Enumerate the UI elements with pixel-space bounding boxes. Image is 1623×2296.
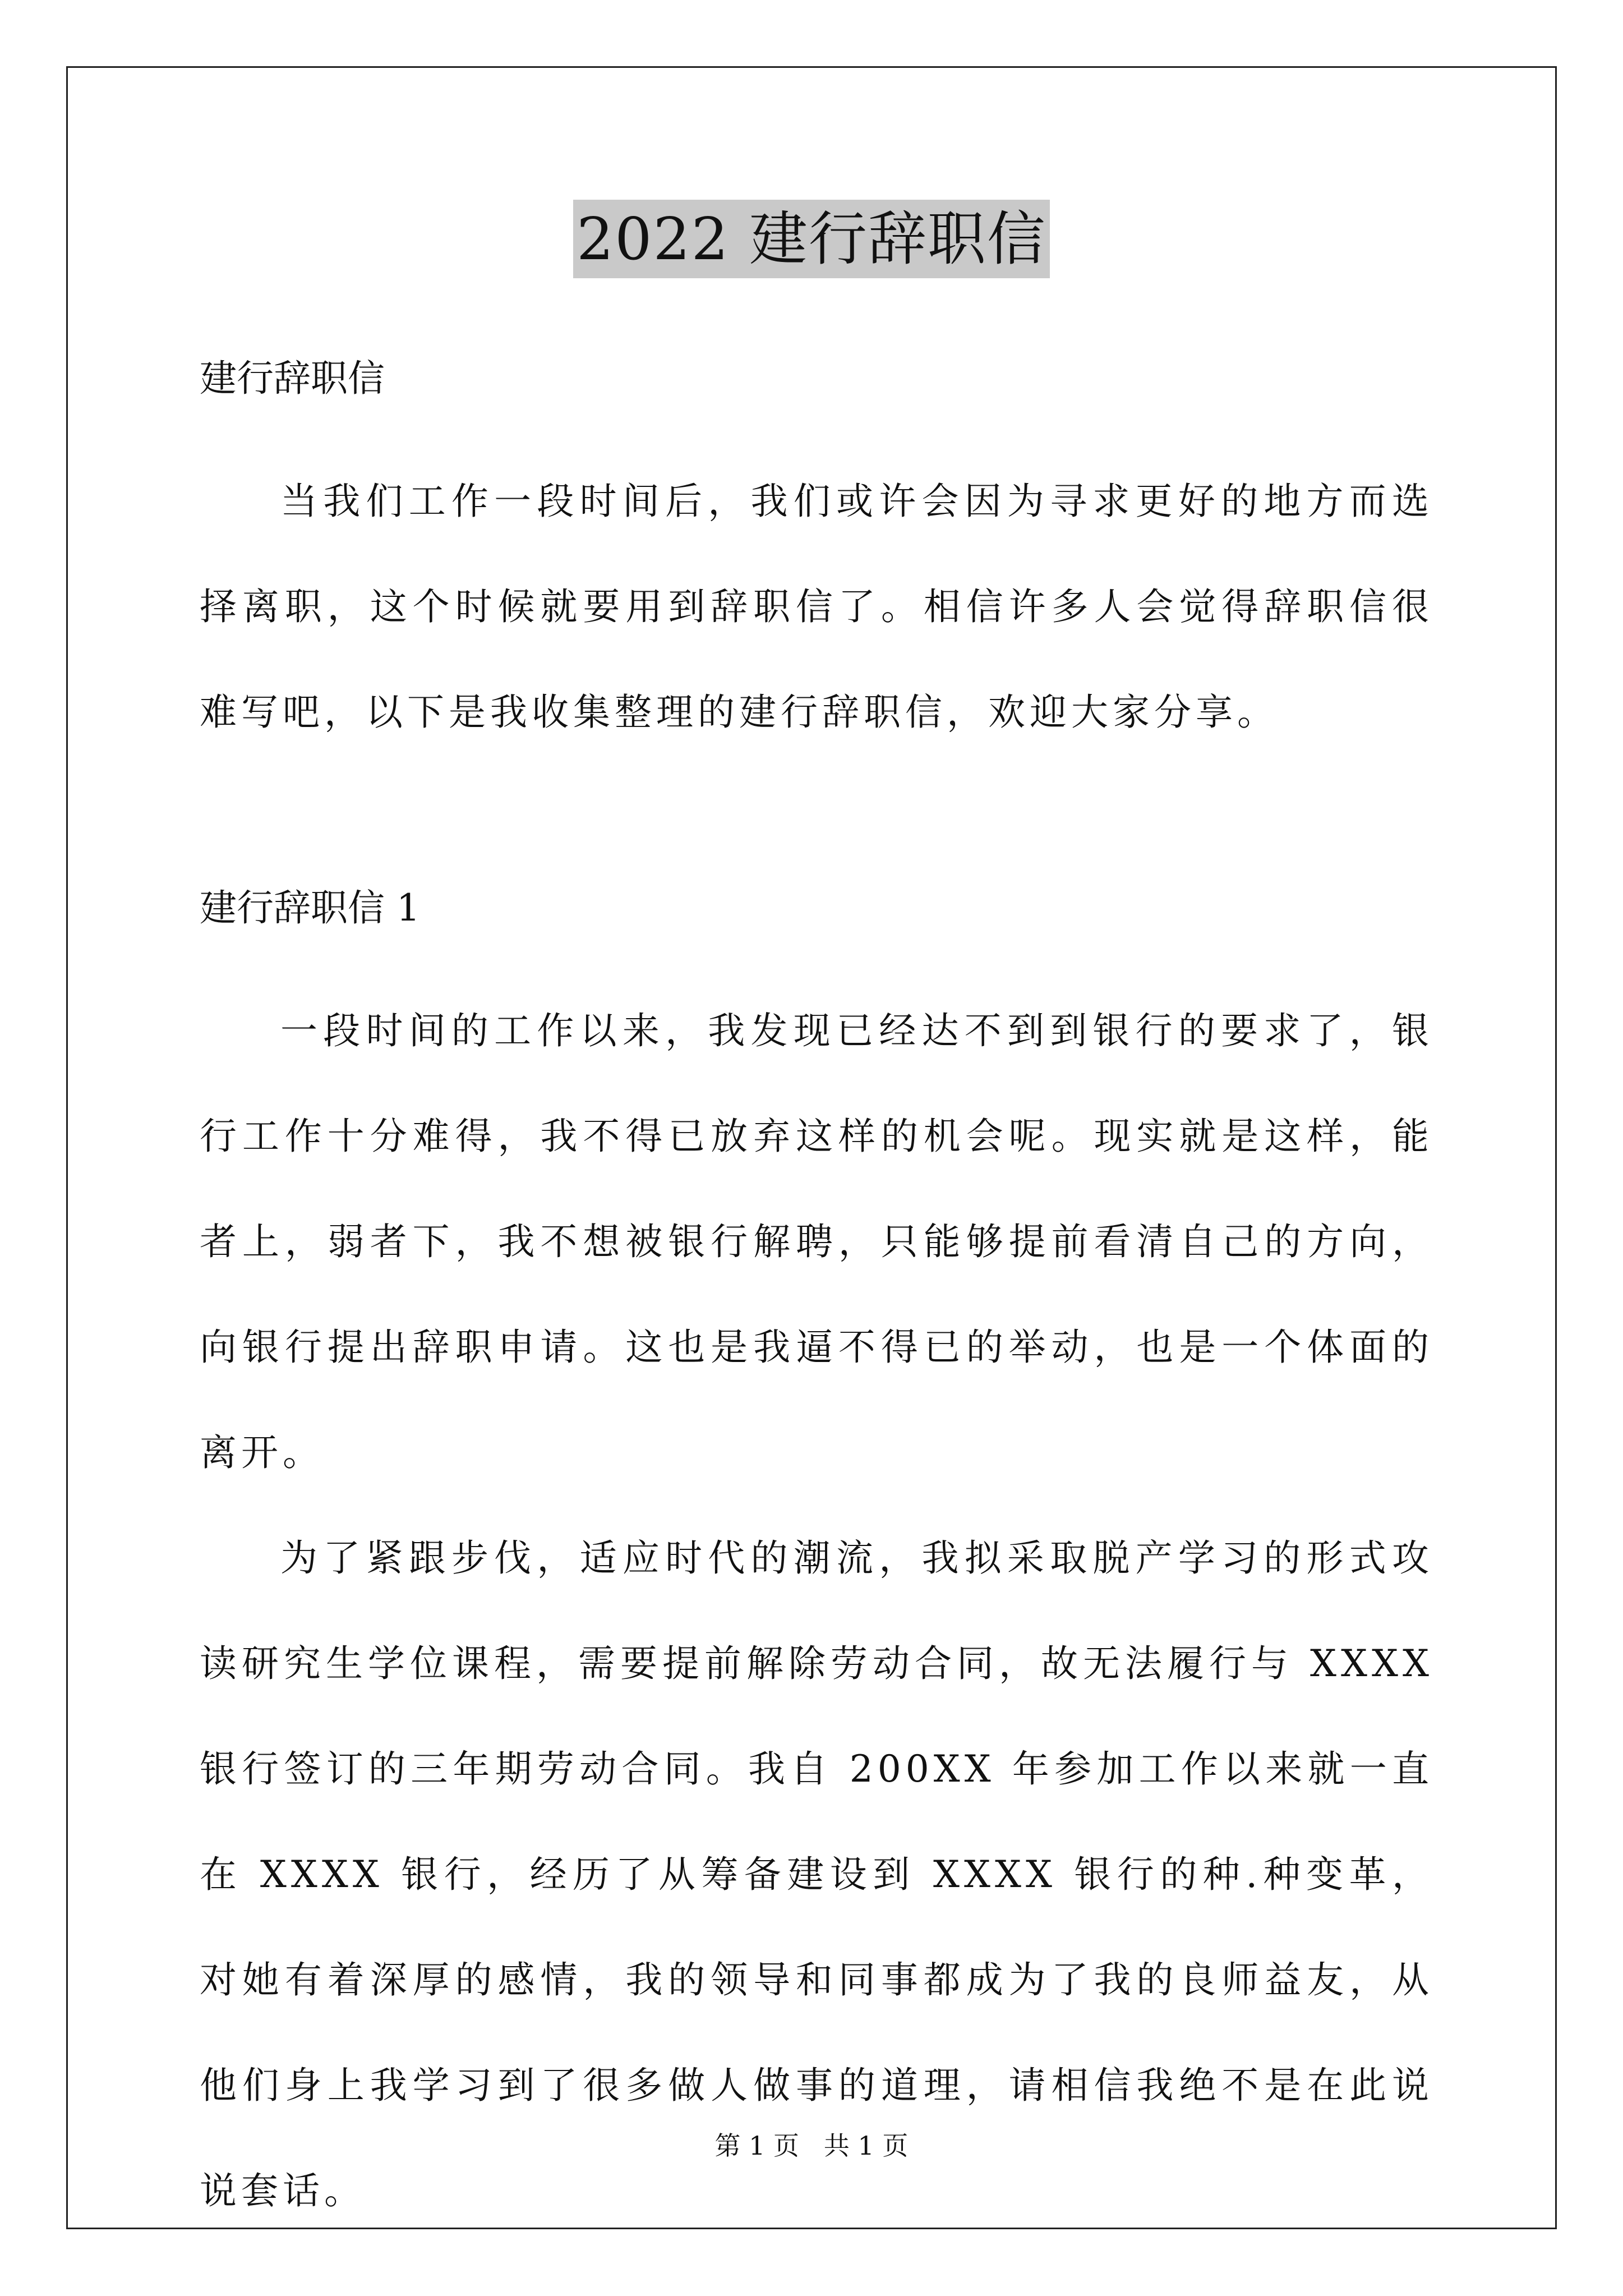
body-paragraph-1: 一段时间的工作以来，我发现已经达不到到银行的要求了，银行工作十分难得，我不得已放弃这样的机会呢。现实就是这样，能者上，弱者下，我不想被银行解聘，只能够提前看清自己的方向，向银行提出辞职申请。这也是我逼不得已的举动，也是一个体面的离开。 [200, 1009, 1433, 1474]
body-paragraph-2: 为了紧跟步伐，适应时代的潮流，我拟采取脱产学习的形式攻读研究生学位课程，需要提前解除劳动合同，故无法履行与 XXXX 银行签订的三年期劳动合同。我自 200XX 年参加工作以来就一直在 XXXX 银行，经历了从筹备建设到 XXXX 银行的种.种变革，对她有着深厚的感情，我的领导和同事都成为了我的良师益友，从他们身上我学习到了很多做人做事的道理，请相信我绝不是在此说说套话。 [200, 1536, 1433, 2212]
title-wrapper [0, 200, 1623, 278]
page-footer: 第 1 页 共 1 页 [714, 2131, 909, 2161]
document-title: 2022 建行辞职信 [573, 200, 1050, 278]
document-subtitle: 建行辞职信 [200, 357, 385, 400]
section-heading: 建行辞职信 1 [200, 886, 420, 930]
document-body [200, 337, 1433, 2244]
intro-paragraph: 当我们工作一段时间后，我们或许会因为寻求更好的地方而选择离职，这个时候就要用到辞职信了。相信许多人会觉得辞职信很难写吧，以下是我收集整理的建行辞职信，欢迎大家分享。 [200, 480, 1433, 734]
